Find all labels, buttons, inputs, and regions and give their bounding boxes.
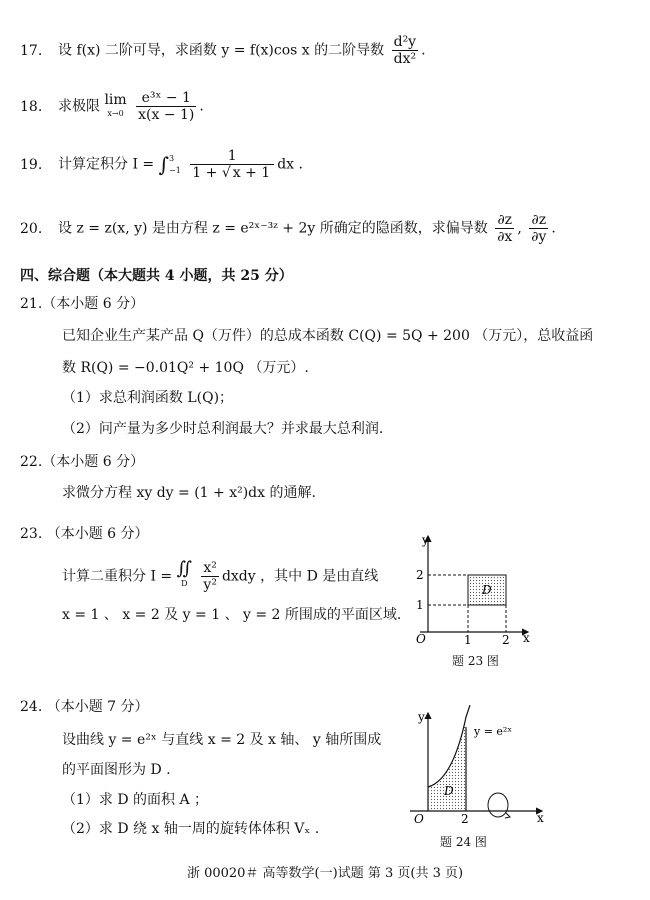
x-axis-label: x <box>523 631 530 645</box>
curve-label: y = e²ˣ <box>474 725 513 738</box>
question-21-line1: 已知企业生产某产品 Q（万件）的总成本函数 C(Q) = 5Q + 200 （万元），总收益函 <box>62 328 594 344</box>
fraction-numerator: ∂z <box>531 212 547 228</box>
sqrt-radicand: x + 1 <box>232 165 271 181</box>
question-text: 设 f(x) 二阶可导，求函数 y = f(x)cos x 的二阶导数 <box>58 42 385 59</box>
y-axis-label: y <box>418 710 425 724</box>
question-21-line4: （2）问产量为多少时总利润最大？并求最大总利润. <box>62 421 384 437</box>
partial-fraction-y <box>529 212 548 245</box>
lower-bound: −1 <box>169 165 181 175</box>
fraction-numerator: e³ˣ − 1 <box>141 90 191 106</box>
origin-label: O <box>416 632 426 646</box>
end-mark: . <box>551 220 556 237</box>
integral-bounds <box>169 153 181 177</box>
separator: , <box>517 220 522 237</box>
tick-y-1: 1 <box>416 598 424 612</box>
figure-24-caption: 题 24 图 <box>440 835 487 849</box>
question-text-tail: dxdy ，其中 D 是由直线 <box>221 568 379 585</box>
figure-24 <box>400 705 550 830</box>
limit-fraction <box>136 90 196 123</box>
question-23-line2: x = 1 、 x = 2 及 y = 1 、 y = 2 所围成的平面区域. <box>62 607 402 623</box>
tick-x-1: 1 <box>464 633 472 647</box>
region-label: D <box>444 784 454 798</box>
question-20 <box>20 212 556 245</box>
rotation-arrow-icon <box>488 793 508 817</box>
fraction-denominator: 1 + √ x + 1 <box>190 164 274 181</box>
fraction-numerator: 1 <box>227 148 237 164</box>
question-21-line2: 数 R(Q) = −0.01Q² + 10Q （万元）. <box>62 360 309 376</box>
upper-bound: 3 <box>169 153 175 163</box>
double-integral-sign: ∬ <box>176 558 192 579</box>
question-23-line1 <box>62 560 378 593</box>
end-mark: . <box>199 98 204 115</box>
question-text: 求极限 <box>58 98 100 115</box>
region-label: D <box>482 583 492 597</box>
fraction-denominator: y² <box>203 577 217 593</box>
figure-23-caption: 题 23 图 <box>452 654 499 668</box>
question-text: 计算二重积分 I = <box>62 568 173 585</box>
figure-23 <box>400 528 540 648</box>
origin-label: O <box>414 812 424 826</box>
question-24-line1: 设曲线 y = e²ˣ 与直线 x = 2 及 x 轴、 y 轴所围成 <box>62 732 382 748</box>
end-mark: dx . <box>277 156 303 173</box>
integrand-fraction <box>201 560 219 593</box>
question-21-line3: （1）求总利润函数 L(Q)； <box>62 390 234 406</box>
integral-sign: ∫ <box>158 152 170 177</box>
question-text: 计算定积分 I = <box>58 156 155 173</box>
question-number: 17. <box>20 42 43 59</box>
question-24-head: 24. （本小题 7 分） <box>20 699 149 715</box>
page-footer: 浙 00020＃ 高等数学(一)试题 第 3 页(共 3 页) <box>186 866 464 881</box>
question-number: 19. <box>20 156 43 173</box>
fraction-numerator: d²y <box>393 34 417 50</box>
y-axis-label: y <box>422 533 429 547</box>
fraction-denominator: ∂y <box>531 229 547 245</box>
question-23-head: 23. （本小题 6 分） <box>20 526 149 542</box>
question-22-head: 22.（本小题 6 分） <box>20 454 145 470</box>
integrand-fraction <box>190 148 274 181</box>
double-integral <box>176 558 192 591</box>
fraction-denominator: dx² <box>393 51 417 67</box>
question-18 <box>20 90 204 123</box>
fraction-denominator: x(x − 1) <box>138 107 195 123</box>
tick-y-2: 2 <box>416 568 424 582</box>
question-text: 设 z = z(x, y) 是由方程 z = e²ˣ⁻³ᶻ + 2y 所确定的隐函数，求偏导数 <box>58 220 488 237</box>
question-17 <box>20 34 426 67</box>
rotation-arrowhead-icon <box>505 813 510 818</box>
section-heading: 四、综合题（本大题共 4 小题，共 25 分） <box>20 268 293 284</box>
limit-subscript: x→0 <box>107 108 124 118</box>
derivative-fraction <box>392 34 418 67</box>
partial-fraction-x <box>495 212 514 245</box>
x-axis-label: x <box>537 811 544 825</box>
question-21-head: 21.（本小题 6 分） <box>20 296 145 312</box>
fraction-denominator: ∂x <box>497 229 513 245</box>
question-19 <box>20 148 303 181</box>
end-mark: . <box>421 42 426 59</box>
question-number: 20. <box>20 220 43 237</box>
question-22-line1: 求微分方程 xy dy = (1 + x²)dx 的通解. <box>62 485 316 501</box>
question-24-line2: 的平面图形为 D . <box>62 762 171 778</box>
question-24-line3: （1）求 D 的面积 A ； <box>62 792 209 808</box>
tick-x-2: 2 <box>461 812 469 826</box>
tick-x-2: 2 <box>502 633 510 647</box>
limit-label: lim <box>104 91 127 108</box>
denominator-part: 1 + <box>192 165 222 181</box>
integral-region-subscript: D <box>181 579 188 588</box>
question-24-line4: （2）求 D 绕 x 轴一周的旋转体体积 Vₓ . <box>62 821 320 837</box>
limit-operator <box>104 93 126 121</box>
question-number: 18. <box>20 98 43 115</box>
fraction-numerator: x² <box>203 560 217 576</box>
fraction-numerator: ∂z <box>497 212 513 228</box>
